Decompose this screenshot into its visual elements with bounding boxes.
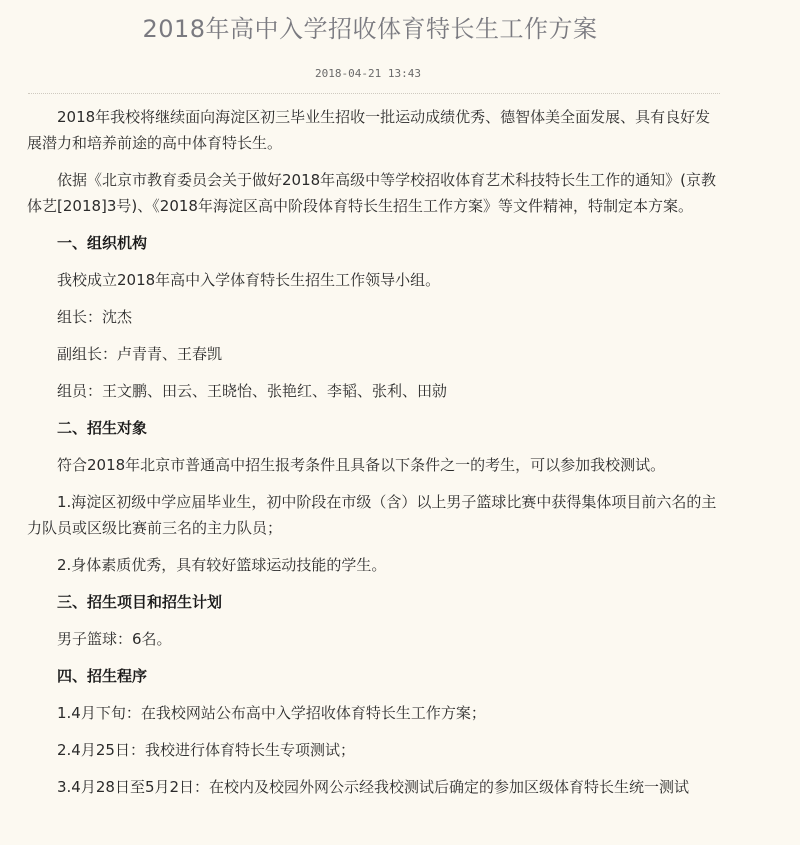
paragraph: 符合2018年北京市普通高中招生报考条件且具备以下条件之一的考生，可以参加我校测试。 [57, 456, 666, 474]
section-heading: 三、招生项目和招生计划 [57, 593, 223, 611]
paragraph: 2.身体素质优秀，具有较好篮球运动技能的学生。 [57, 556, 387, 574]
paragraph: 1.4月下旬：在我校网站公布高中入学招收体育特长生工作方案； [57, 704, 486, 722]
article-body [27, 104, 717, 811]
paragraph: 男子篮球：6名。 [57, 630, 172, 648]
paragraph: 3.4月28日至5月2日：在校内及校园外网公示经我校测试后确定的参加区级体育特长生统一测试 [57, 778, 690, 796]
paragraph: 2018年我校将继续面向海淀区初三毕业生招收一批运动成绩优秀、德智体美全面发展、具有良好发展潜力和培养前途的高中体育特长生。 [27, 108, 711, 152]
paragraph: 组长：沈杰 [57, 308, 133, 326]
publish-date: 2018-04-21 13:43 [315, 67, 421, 80]
section-heading: 四、招生程序 [57, 667, 148, 685]
paragraph: 副组长：卢青青、王春凯 [57, 345, 223, 363]
paragraph: 2.4月25日：我校进行体育特长生专项测试； [57, 741, 355, 759]
section-heading: 一、组织机构 [57, 234, 148, 252]
paragraph: 依据《北京市教育委员会关于做好2018年高级中等学校招收体育艺术科技特长生工作的通知》(京教体艺[2018]3号)、《2018年海淀区高中阶段体育特长生招生工作方案》等文件精神，特制定本方案。 [27, 171, 717, 215]
paragraph: 我校成立2018年高中入学体育特长生招生工作领导小组。 [57, 271, 441, 289]
paragraph: 1.海淀区初级中学应届毕业生，初中阶段在市级（含）以上男子篮球比赛中获得集体项目前六名的主力队员或区级比赛前三名的主力队员； [27, 493, 717, 537]
article-title: 2018年高中入学招收体育特长生工作方案 [142, 15, 598, 43]
paragraph: 组员：王文鹏、田云、王晓怡、张艳红、李韬、张利、田勍 [57, 382, 448, 400]
section-heading: 二、招生对象 [57, 419, 148, 437]
divider [28, 93, 720, 94]
